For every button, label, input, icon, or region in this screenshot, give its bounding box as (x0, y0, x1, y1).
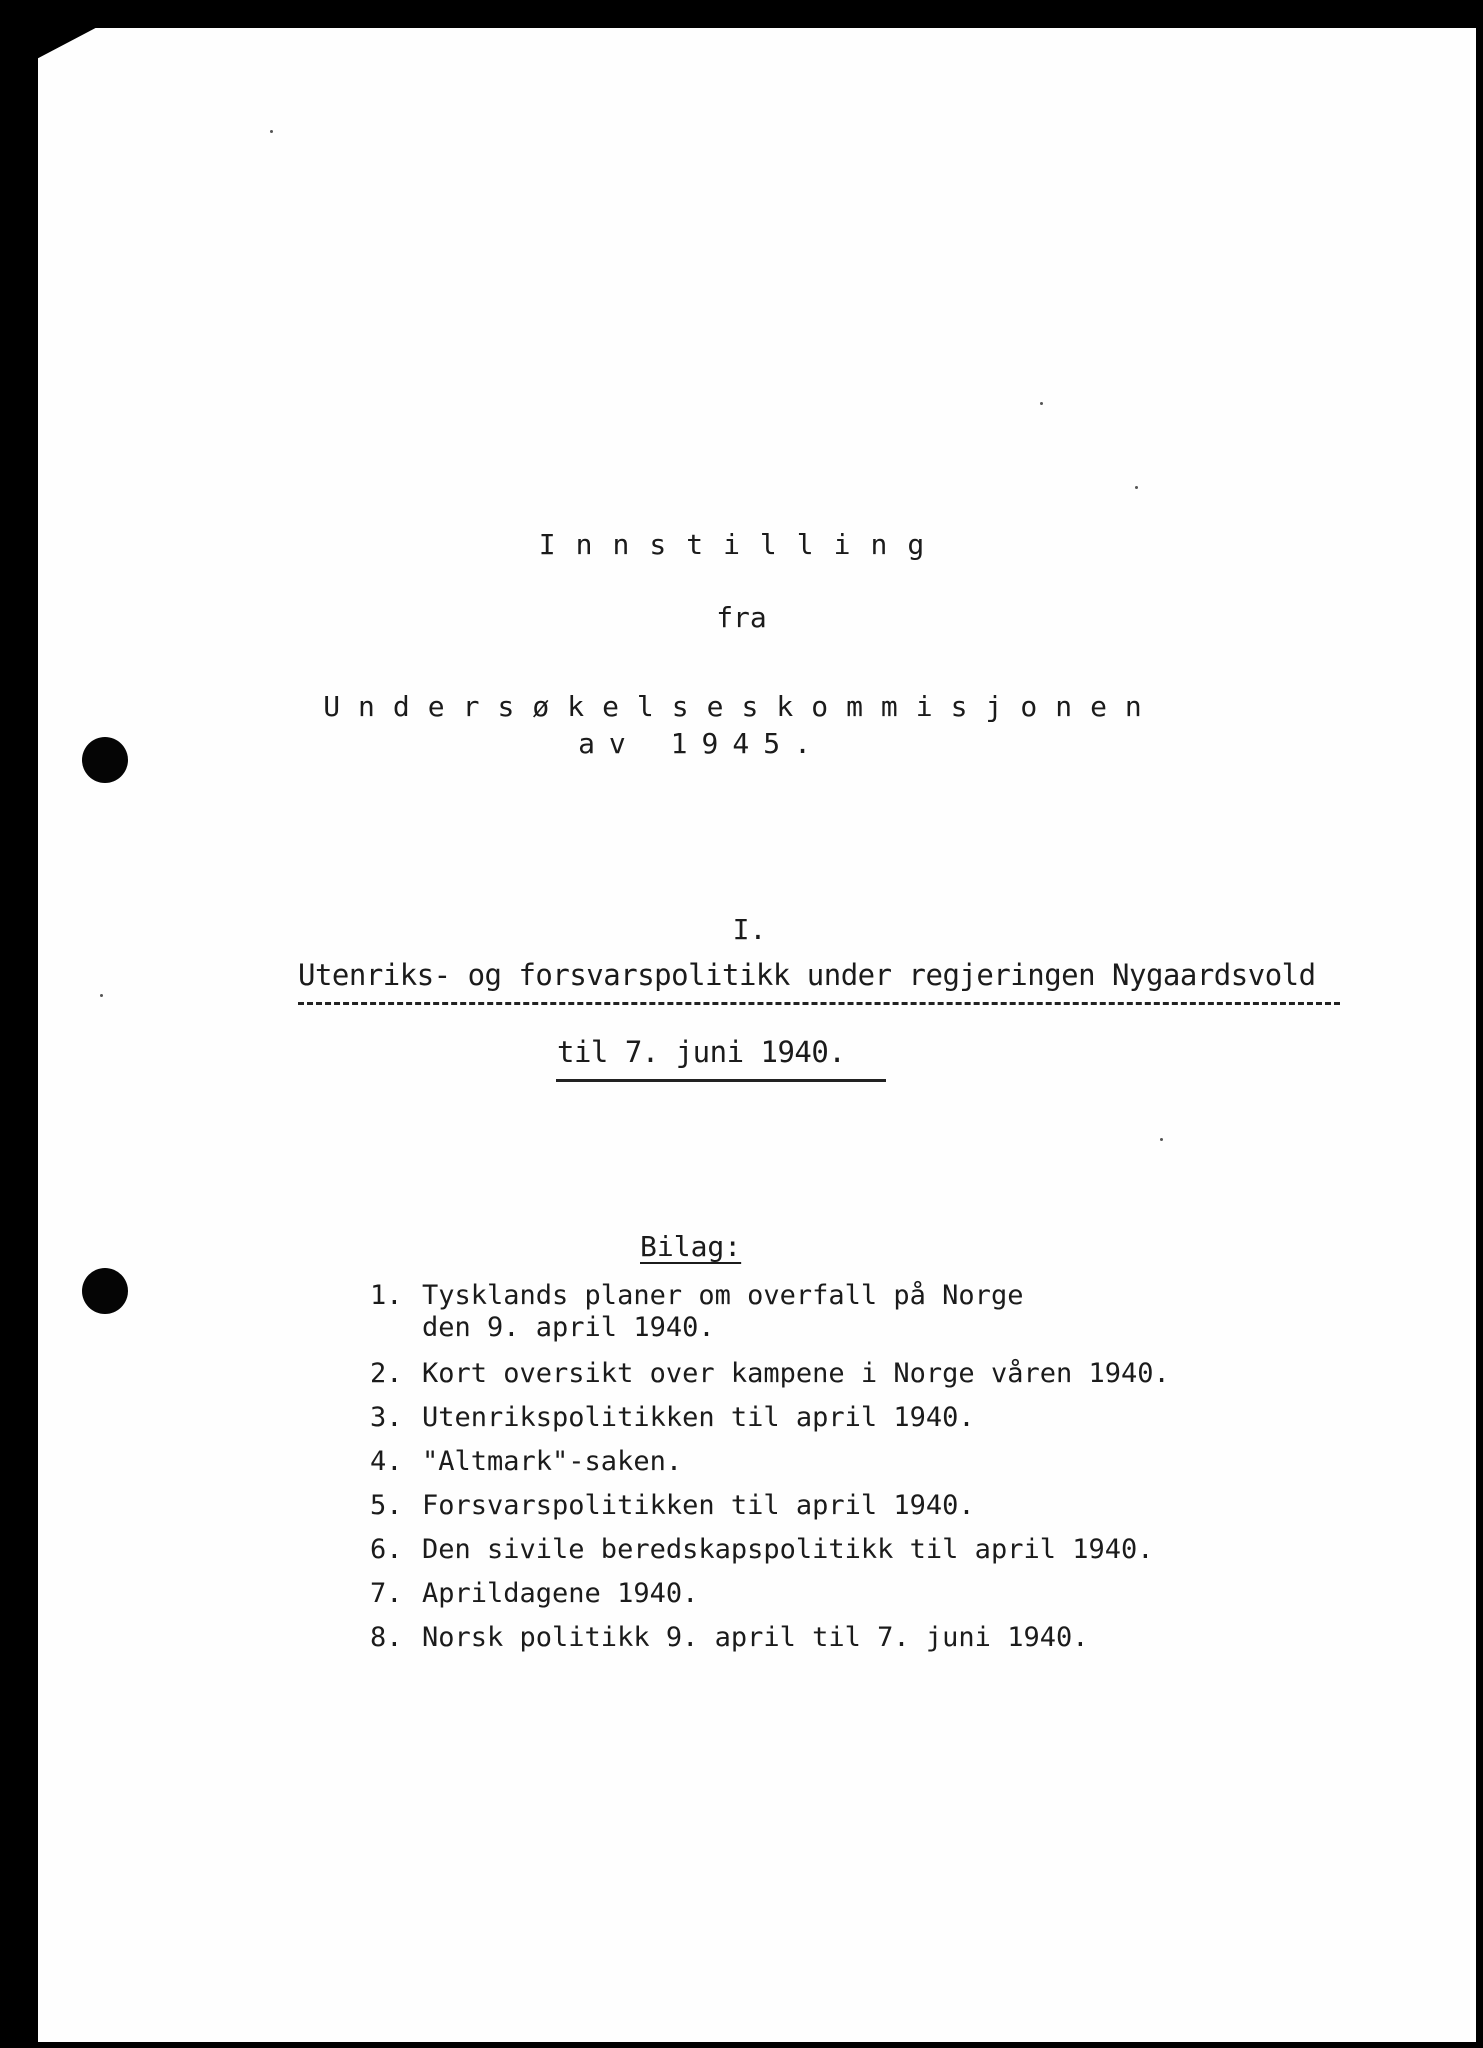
attachments-heading: Bilag: (640, 1230, 742, 1263)
scan-speck (1040, 402, 1043, 405)
title-year: av 1945. (578, 727, 825, 760)
attachment-title: Kort oversikt over kampene i Norge våren 1940. (422, 1358, 1170, 1389)
scan-speck (100, 994, 103, 997)
part-title-underline2 (556, 1079, 886, 1082)
part-title-line1: Utenriks- og forsvarspolitikk under regjeringen Nygaardsvold (298, 958, 1316, 992)
attachment-item (370, 1534, 1270, 1566)
attachment-number: 1. (370, 1280, 403, 1311)
part-title-line2: til 7. juni 1940. (557, 1035, 846, 1069)
punch-hole-bottom (82, 1268, 128, 1314)
attachment-number: 4. (370, 1446, 403, 1477)
attachment-item (370, 1490, 1270, 1522)
attachment-number: 3. (370, 1402, 403, 1433)
scan-speck (270, 130, 273, 133)
attachment-title: Utenrikspolitikken til april 1940. (422, 1402, 975, 1433)
attachment-number: 6. (370, 1534, 403, 1565)
attachment-title: Den sivile beredskapspolitikk til april 1940. (422, 1534, 1154, 1565)
title-fra: fra (716, 601, 767, 634)
attachment-item (370, 1402, 1270, 1434)
attachments-list (370, 1280, 1270, 1654)
attachment-number: 8. (370, 1622, 403, 1653)
attachment-item (370, 1578, 1270, 1610)
attachment-number: 5. (370, 1490, 403, 1521)
attachment-title: Norsk politikk 9. april til 7. juni 1940. (422, 1622, 1089, 1653)
attachment-item (370, 1622, 1270, 1654)
attachment-title: Forsvarspolitikken til april 1940. (422, 1490, 975, 1521)
attachment-title: Aprildagene 1940. (422, 1578, 699, 1609)
scan-speck (1160, 1138, 1163, 1141)
attachment-number: 2. (370, 1358, 403, 1389)
attachment-item (370, 1358, 1270, 1390)
title-commission: Undersøkelseskommisjonen (323, 690, 1160, 723)
attachment-number: 7. (370, 1578, 403, 1609)
attachment-item (370, 1446, 1270, 1478)
part-title-underline1 (298, 1002, 1340, 1005)
scan-speck (1135, 486, 1138, 489)
title-innstilling: Innstilling (538, 528, 945, 561)
attachment-item (370, 1280, 1270, 1344)
attachment-title: Tysklands planer om overfall på Norge den 9. april 1940. (422, 1280, 1024, 1343)
attachment-title: "Altmark"-saken. (422, 1446, 683, 1477)
part-number: I. (732, 913, 767, 946)
